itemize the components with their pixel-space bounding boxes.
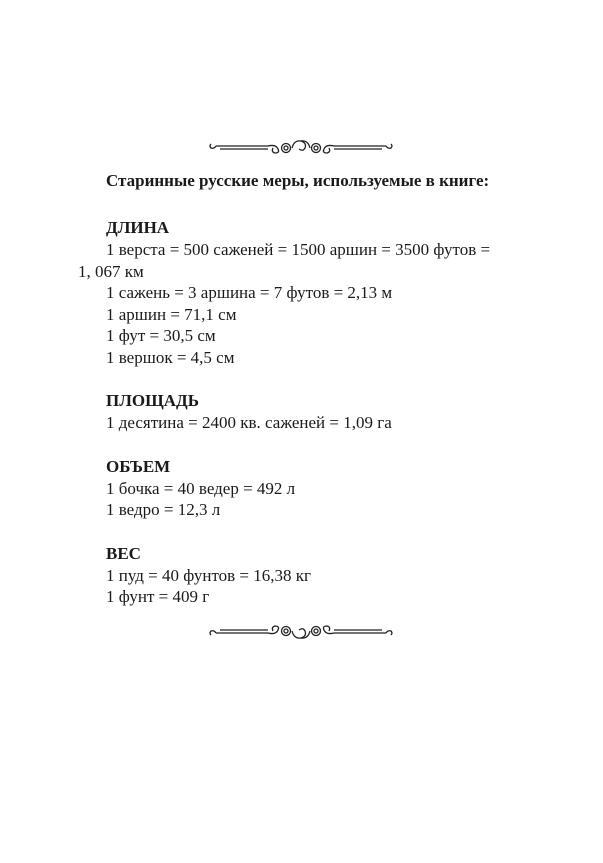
measure-line: 1 десятина = 2400 кв. саженей = 1,09 га xyxy=(106,413,392,432)
top-ornament-divider xyxy=(208,134,394,158)
measure-line: 1 фунт = 409 г xyxy=(106,587,210,606)
measures-content xyxy=(0,170,603,608)
measure-line: 1 сажень = 3 аршина = 7 футов = 2,13 м xyxy=(106,283,393,302)
measure-line: 1 бочка = 40 ведер = 492 л xyxy=(106,478,296,498)
section-heading: ВЕС xyxy=(106,543,141,563)
section-volume xyxy=(0,456,603,521)
section-length xyxy=(0,217,603,368)
section-heading: ПЛОЩАДЬ xyxy=(106,391,199,410)
measure-line: 1 ведро = 12,3 л xyxy=(106,500,221,519)
section-area xyxy=(0,390,603,434)
measure-line: 1 аршин = 71,1 см xyxy=(106,304,237,324)
measure-line: 1 фут = 30,5 см xyxy=(106,326,216,345)
measure-line: 1 верста = 500 саженей = 1500 аршин = 3500 футов = xyxy=(106,240,491,259)
intro-text: Старинные русские меры, используемые в книге: xyxy=(106,171,490,190)
measure-line-continuation: 1, 067 км xyxy=(78,261,144,281)
section-weight xyxy=(0,543,603,608)
measure-line: 1 пуд = 40 фунтов = 16,38 кг xyxy=(106,565,312,585)
bottom-ornament-divider xyxy=(208,621,394,645)
section-heading: ОБЪЕМ xyxy=(106,456,171,476)
section-heading: ДЛИНА xyxy=(106,218,170,237)
measure-line: 1 вершок = 4,5 см xyxy=(106,347,235,367)
